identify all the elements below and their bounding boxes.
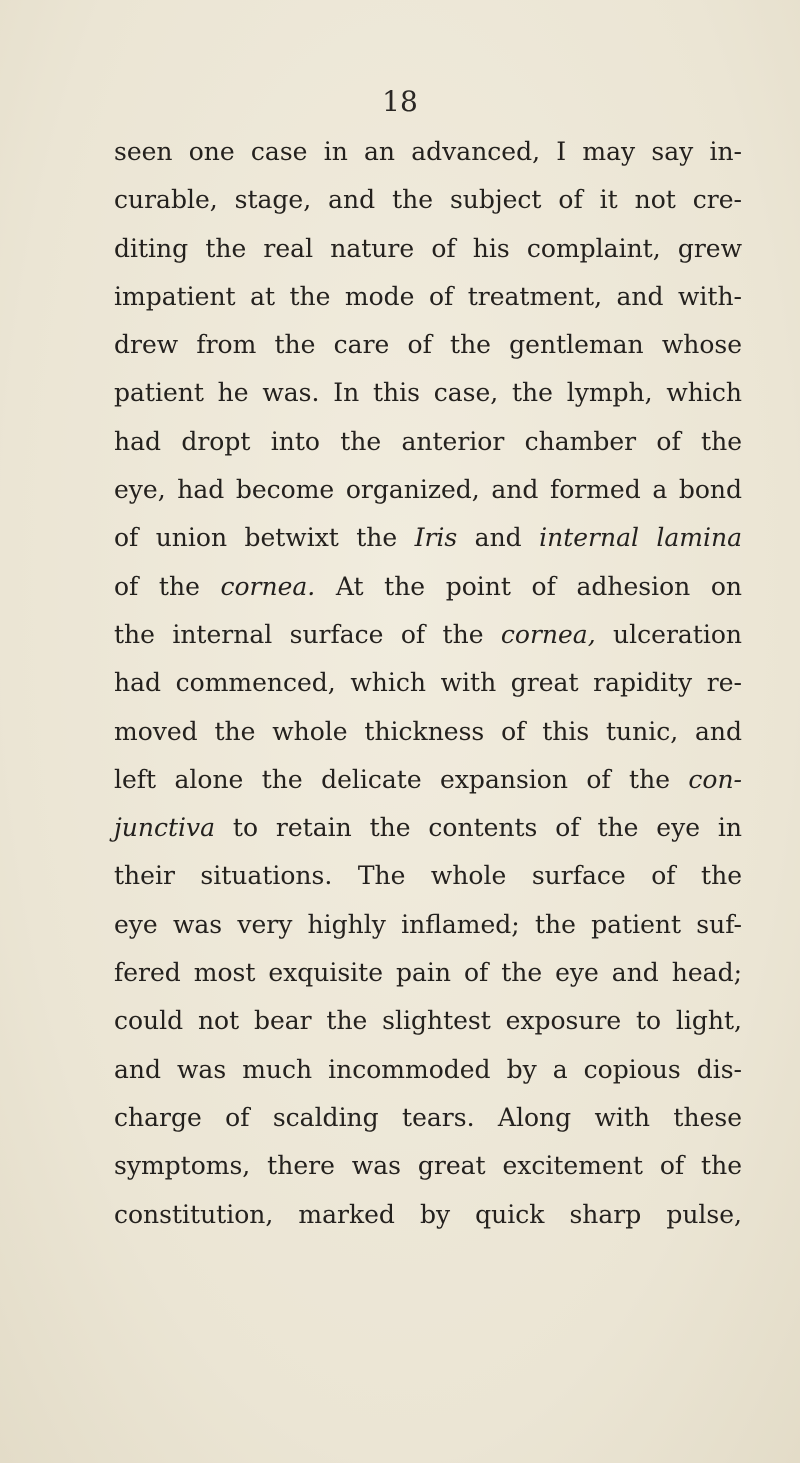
text-line — [114, 949, 742, 997]
text-line — [114, 225, 742, 273]
text-run: eye was very highly inflamed; the patient suf- — [114, 909, 742, 939]
text-line — [114, 901, 742, 949]
italic-term: cornea. — [220, 571, 316, 601]
text-run: charge of scalding tears. Along with these — [114, 1102, 742, 1132]
text-line — [114, 659, 742, 707]
text-line — [114, 369, 742, 417]
text-run: patient he was. In this case, the lymph, which — [114, 378, 742, 408]
italic-term: con- — [688, 764, 742, 794]
body-paragraph — [114, 128, 742, 1239]
text-run: their situations. The whole surface of the — [114, 861, 742, 891]
text-run: drew from the care of the gentleman whose — [114, 330, 742, 360]
text-line — [114, 466, 742, 514]
text-run: had dropt into the anterior chamber of the — [114, 426, 742, 456]
text-run: constitution, marked by quick sharp pulse, — [114, 1199, 742, 1229]
text-run: diting the real nature of his complaint, grew — [114, 233, 742, 263]
text-line — [114, 1142, 742, 1190]
text-run: of union betwixt the — [114, 523, 415, 553]
text-line — [114, 1094, 742, 1142]
text-line — [114, 611, 742, 659]
italic-term: cornea, — [500, 619, 596, 649]
text-run: of the — [114, 571, 221, 601]
text-line — [114, 997, 742, 1045]
text-line — [114, 1191, 742, 1239]
text-run: impatient at the mode of treatment, and with- — [114, 281, 742, 311]
text-run: symptoms, there was great excitement of the — [114, 1151, 742, 1181]
italic-term: junctiva — [114, 813, 216, 843]
text-run: ulceration — [595, 619, 742, 649]
text-run: the internal surface of the — [114, 619, 501, 649]
text-run: moved the whole thickness of this tunic, and — [114, 716, 742, 746]
italic-term: Iris — [414, 523, 458, 553]
italic-term: internal lamina — [539, 523, 742, 553]
text-run: to retain the contents of the eye in — [215, 813, 742, 843]
text-line — [114, 804, 742, 852]
text-line — [114, 852, 742, 900]
text-run: At the point of adhesion on — [315, 571, 742, 601]
text-line — [114, 418, 742, 466]
text-run: seen one case in an advanced, I may say in- — [114, 137, 742, 166]
text-run: eye, had become organized, and formed a bond — [114, 475, 742, 505]
text-run: and — [457, 523, 540, 553]
text-run: left alone the delicate expansion of the — [114, 764, 689, 794]
text-line — [114, 708, 742, 756]
page-number: 18 — [382, 85, 418, 118]
text-line — [114, 1046, 742, 1094]
text-run: could not bear the slightest exposure to light, — [114, 1006, 742, 1036]
text-run: fered most exquisite pain of the eye and head; — [114, 958, 742, 988]
text-run: had commenced, which with great rapidity re- — [114, 668, 742, 698]
text-line — [114, 273, 742, 321]
text-line — [114, 563, 742, 611]
text-line — [114, 128, 742, 176]
text-run: curable, stage, and the subject of it not cre- — [114, 185, 742, 215]
text-line — [114, 756, 742, 804]
text-line — [114, 514, 742, 562]
text-run: and was much incommoded by a copious dis- — [114, 1054, 742, 1084]
text-line — [114, 321, 742, 369]
text-line — [114, 176, 742, 224]
